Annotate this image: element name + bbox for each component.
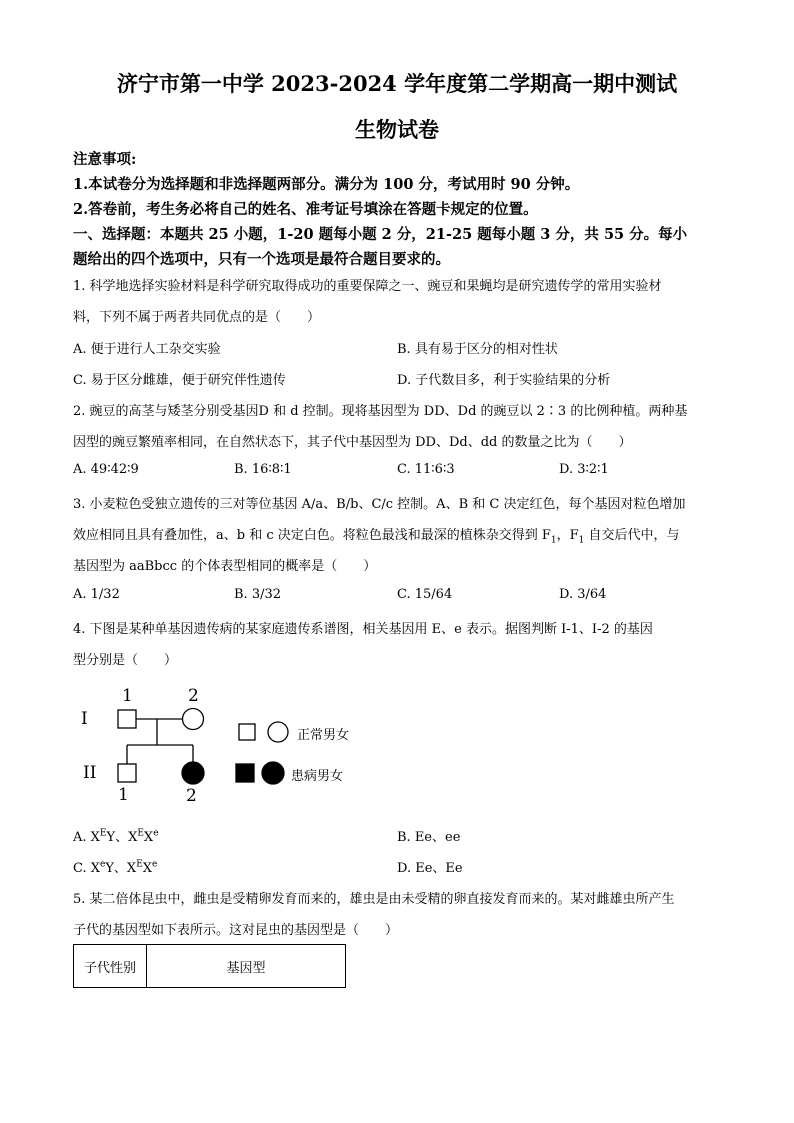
- exam-title: 济宁市第一中学 2023-2024 学年度第二学期高一期中测试: [116, 71, 678, 96]
- f1-subscript: 1: [550, 535, 557, 546]
- q2-option-b: B. 16∶8∶1: [234, 462, 292, 477]
- q2-option-a: A. 49∶42∶9: [73, 462, 139, 477]
- q3-option-c: C. 15/64: [397, 587, 453, 602]
- generation-i-label: I: [81, 709, 88, 729]
- legend-affected-label: 患病男女: [291, 769, 344, 784]
- section-1-line-2: 题给出的四个选项中，只有一个选项是最符合题目要求的。: [73, 251, 450, 268]
- q2-option-d: D. 3∶2∶1: [559, 462, 609, 477]
- individual-i-1-number: 1: [122, 686, 133, 706]
- q4-a-sup-1: E: [99, 828, 107, 839]
- q4-c-text-1: C. X: [73, 861, 101, 876]
- q5-stem-line-2: 子代的基因型如下表所示。这对昆虫的基因型是（ ）: [73, 923, 399, 938]
- q4-c-sup-1: e: [100, 859, 106, 870]
- q4-option-a: [73, 826, 159, 845]
- legend-normal-male: [239, 724, 255, 740]
- notes-item-1: 1.本试卷分为选择题和非选择题两部分。满分为 100 分，考试用时 90 分钟。: [73, 176, 580, 193]
- f1-subscript: 1: [578, 535, 585, 546]
- individual-ii-2-number: 2: [186, 786, 197, 806]
- exam-subtitle: 生物试卷: [355, 117, 439, 142]
- q4-c-text-3: X: [142, 861, 153, 876]
- q1-option-b: B. 具有易于区分的相对性状: [397, 342, 558, 357]
- gen2-female-affected: [182, 762, 204, 784]
- q4-c-sup-3: e: [152, 859, 158, 870]
- q2-stem-line-1: 2. 豌豆的高茎与矮茎分别受基因D 和 d 控制。现将基因型为 DD、Dd 的豌豆以 2∶3 的比例种植。两种基: [73, 404, 688, 419]
- table-header-offspring-sex: 子代性别: [74, 945, 147, 988]
- q1-option-a: A. 便于进行人工杂交实验: [73, 342, 221, 357]
- q3-line-2-part-c: 自交后代中，与: [584, 528, 680, 543]
- q4-a-sup-2: E: [137, 828, 144, 839]
- q3-line-2-part-a: 效应相同且具有叠加性，a、b 和 c 决定白色。将粒色最浅和最深的植株杂交得到 F: [73, 528, 551, 543]
- table-header-genotype: 基因型: [147, 945, 346, 988]
- section-1-line-1: 一、选择题：本题共 25 小题，1-20 题每小题 2 分，21-25 题每小题 3 分，共 55 分。每小: [73, 226, 688, 243]
- q4-stem-line-1: 4. 下图是某种单基因遗传病的某家庭遗传系谱图，相关基因用 E、e 表示。据图判断 Ⅰ-1、Ⅰ-2 的基因: [73, 622, 653, 637]
- gen2-male-normal: [118, 764, 136, 782]
- legend-affected-female: [262, 762, 284, 784]
- individual-ii-1-number: 1: [118, 785, 129, 805]
- notes-item-2: 2.答卷前，考生务必将自己的姓名、准考证号填涂在答题卡规定的位置。: [73, 201, 538, 218]
- q3-option-d: D. 3/64: [559, 587, 607, 602]
- table-row: [74, 945, 346, 988]
- q4-c-sup-2: E: [136, 859, 143, 870]
- q3-line-2-part-b: ，F: [556, 528, 579, 543]
- q4-option-b: B. Ee、ee: [397, 830, 461, 845]
- individual-i-2-number: 2: [188, 686, 199, 706]
- q3-stem-line-1: 3. 小麦粒色受独立遗传的三对等位基因 A/a、B/b、C/c 控制。A、B 和 C 决定红色，每个基因对粒色增加: [73, 497, 686, 512]
- gen1-male-normal: [118, 710, 136, 728]
- q4-option-d: D. Ee、Ee: [397, 861, 463, 876]
- legend-normal-label: 正常男女: [297, 728, 350, 743]
- generation-ii-label: II: [83, 763, 97, 783]
- q3-stem-line-2: [73, 524, 680, 546]
- q1-stem-line-1: 1. 科学地选择实验材料是科学研究取得成功的重要保障之一、豌豆和果蝇均是研究遗传学的常用实验材: [73, 279, 662, 294]
- q3-option-b: B. 3/32: [234, 587, 282, 602]
- q1-option-d: D. 子代数目多，利于实验结果的分析: [397, 373, 611, 388]
- q4-a-text-3: X: [143, 830, 154, 845]
- genotype-table: [73, 944, 346, 988]
- legend-normal-female: [268, 722, 288, 742]
- q1-option-c: C. 易于区分雌雄，便于研究伴性遗传: [73, 373, 286, 388]
- legend-affected-male: [236, 764, 254, 782]
- q3-stem-line-3: 基因型为 aaBbcc 的个体表型相同的概率是（ ）: [73, 559, 377, 574]
- q3-option-a: A. 1/32: [73, 587, 120, 602]
- q5-stem-line-1: 5. 某二倍体昆虫中，雌虫是受精卵发育而来的，雄虫是由未受精的卵直接发育而来的。某对雌雄虫所产生: [73, 892, 675, 907]
- q4-option-c: [73, 857, 157, 876]
- pedigree-chart: [70, 683, 370, 808]
- q2-stem-line-2: 因型的豌豆繁殖率相同，在自然状态下，其子代中基因型为 DD、Dd、dd 的数量之比为（ ）: [73, 435, 632, 450]
- q1-stem-line-2: 料，下列不属于两者共同优点的是（ ）: [73, 310, 321, 325]
- q4-stem-line-2: 型分别是（ ）: [73, 653, 178, 668]
- q4-a-text-2: Y、X: [106, 830, 138, 845]
- gen1-female-normal: [183, 709, 204, 730]
- q4-c-text-2: Y、X: [105, 861, 137, 876]
- q4-a-sup-3: e: [153, 828, 159, 839]
- q4-a-text-1: A. X: [73, 830, 100, 845]
- notes-heading: 注意事项:: [73, 151, 137, 168]
- q2-option-c: C. 11∶6∶3: [397, 462, 455, 477]
